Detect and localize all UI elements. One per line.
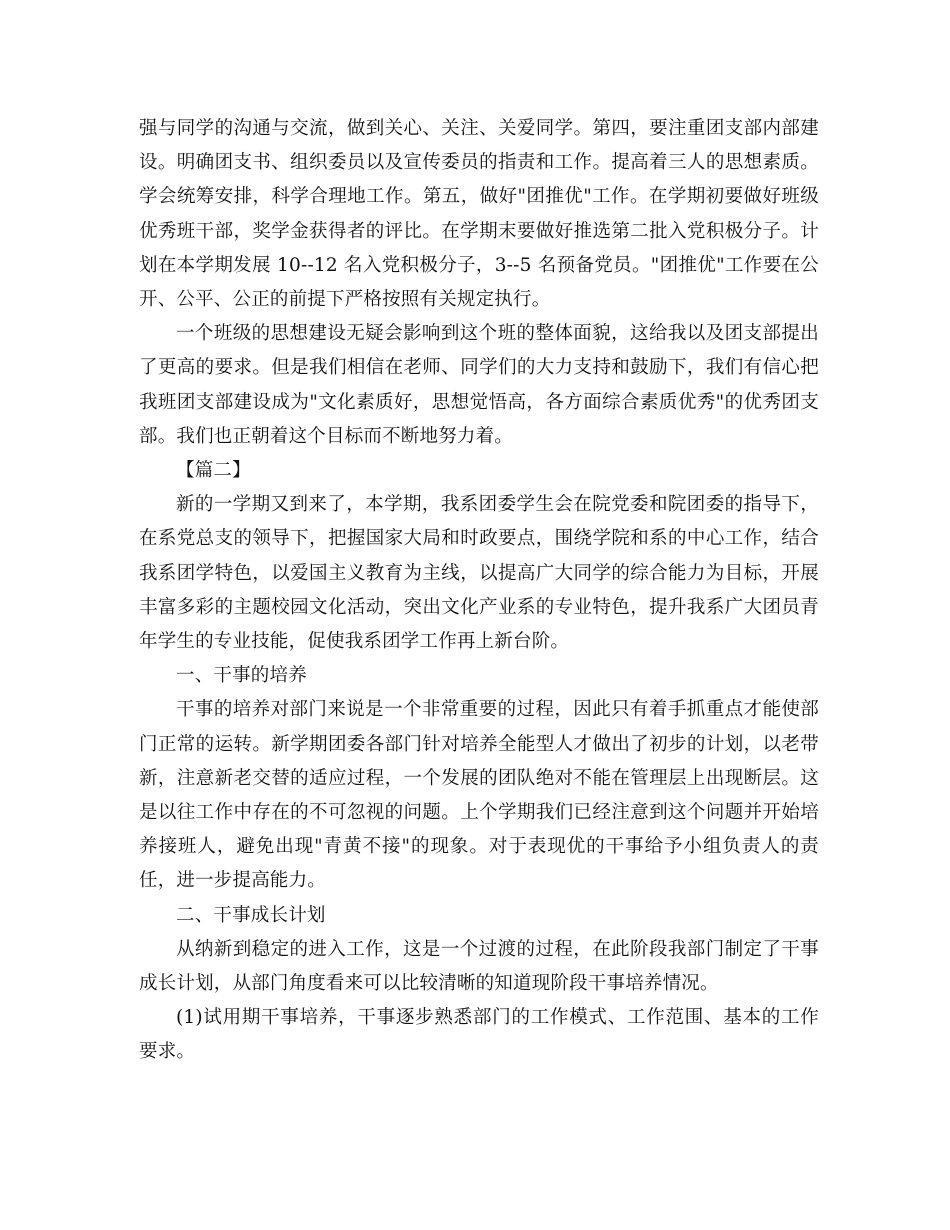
paragraph-probation-training: (1)试用期干事培养，干事逐步熟悉部门的工作模式、工作范围、基本的工作要求。 [139, 1007, 819, 1063]
section-heading-growth-plan: 二、干事成长计划 [176, 904, 326, 926]
section-heading-part-two: 【篇二】 [176, 460, 251, 482]
document-body [139, 112, 819, 1070]
paragraph-growth-plan: 从纳新到稳定的进入工作，这是一个过渡的过程，在此阶段我部门制定了干事成长计划，从部门角度看来可以比较清晰的知道现阶段干事培养情况。 [139, 938, 819, 995]
paragraph-staff-training: 干事的培养对部门来说是一个非常重要的过程，因此只有着手抓重点才能使部门正常的运转。新学期团委各部门针对培养全能型人才做出了初步的计划，以老带新，注意新老交替的适应过程，一个发展的团队绝对不能在管理层上出现断层。这是以往工作中存在的不可忽视的问题。上个学期我们已经注意到这个问题并开始培养接班人，避免出现"青黄不接"的现象。对于表现优的干事给予小组负责人的责任，进一步提高能力。 [139, 699, 819, 892]
section-heading-staff-training: 一、干事的培养 [176, 665, 307, 687]
paragraph-continuation: 强与同学的沟通与交流，做到关心、关注、关爱同学。第四，要注重团支部内部建设。明确团支书、组织委员以及宣传委员的指责和工作。提高着三人的思想素质。学会统筹安排，科学合理地工作。第五，做好"团推优"工作。在学期初要做好班级优秀班干部，奖学金获得者的评比。在学期末要做好推选第二批入党积极分子。计划在本学期发展 10--12 名入党积极分子，3--5 名预备党员。"团推优"工作要在公开、公平、公正的前提下严格按照有关规定执行。 [139, 118, 819, 311]
paragraph-class-building: 一个班级的思想建设无疑会影响到这个班的整体面貌，这给我以及团支部提出了更高的要求。但是我们相信在老师、同学们的大力支持和鼓励下，我们有信心把我班团支部建设成为"文化素质好，思想觉悟高，各方面综合素质优秀"的优秀团支部。我们也正朝着这个目标而不断地努力着。 [139, 323, 819, 447]
paragraph-new-semester: 新的一学期又到来了，本学期，我系团委学生会在院党委和院团委的指导下，在系党总支的领导下，把握国家大局和时政要点，围绕学院和系的中心工作，结合我系团学特色，以爱国主义教育为主线，以提高广大同学的综合能力为目标，开展丰富多彩的主题校园文化活动，突出文化产业系的专业特色，提升我系广大团员青年学生的专业技能，促使我系团学工作再上新台阶。 [139, 494, 819, 653]
